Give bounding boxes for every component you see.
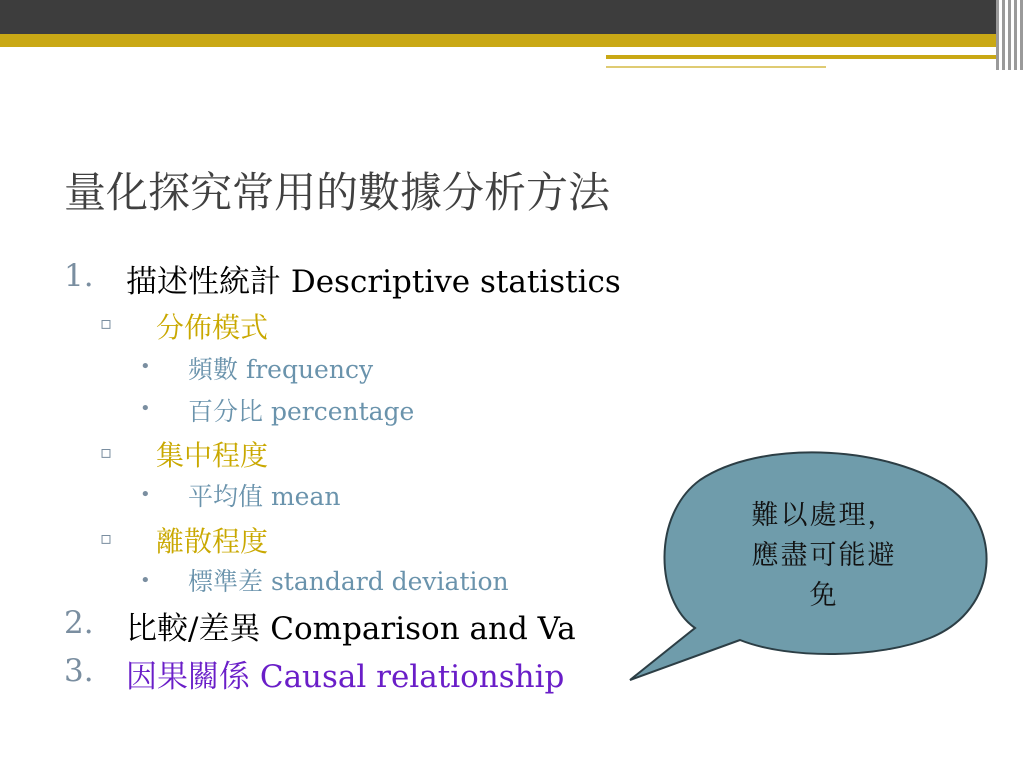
bullet-dot: • [140, 484, 151, 505]
callout-text [714, 496, 934, 616]
sub-bullet-marker: ▫ [100, 313, 113, 334]
list-item-distribution-pattern: 分佈模式 [156, 311, 269, 344]
list-item-comparison: 比較/差異 Comparison and Va [126, 611, 576, 647]
list-item-percentage: 百分比 percentage [188, 397, 415, 426]
list-item-descriptive-statistics: 描述性統計 Descriptive statistics [126, 264, 621, 300]
list-number-2: 2. [64, 605, 94, 641]
list-item-central-tendency: 集中程度 [156, 439, 269, 472]
callout-line-2: 應盡可能避 [751, 540, 897, 571]
sub-bullet-marker: ▫ [100, 528, 113, 549]
callout-line-3: 免 [809, 580, 839, 611]
list-number-1: 1. [64, 258, 94, 294]
list-item-causal-relationship: 因果關係 Causal relationship [126, 659, 565, 695]
slide-title: 量化探究常用的數據分析方法 [64, 168, 611, 217]
bullet-dot: • [140, 356, 151, 377]
list-item-dispersion: 離散程度 [156, 525, 269, 558]
bullet-dot: • [140, 570, 151, 591]
list-number-3: 3. [64, 653, 94, 689]
list-item-mean: 平均值 mean [188, 482, 341, 511]
sub-bullet-marker: ▫ [100, 442, 113, 463]
list-item-frequency: 頻數 frequency [188, 355, 374, 384]
bullet-dot: • [140, 398, 151, 419]
list-item-standard-deviation: 標準差 standard deviation [188, 567, 509, 596]
callout-line-1: 難以處理， [751, 500, 897, 531]
